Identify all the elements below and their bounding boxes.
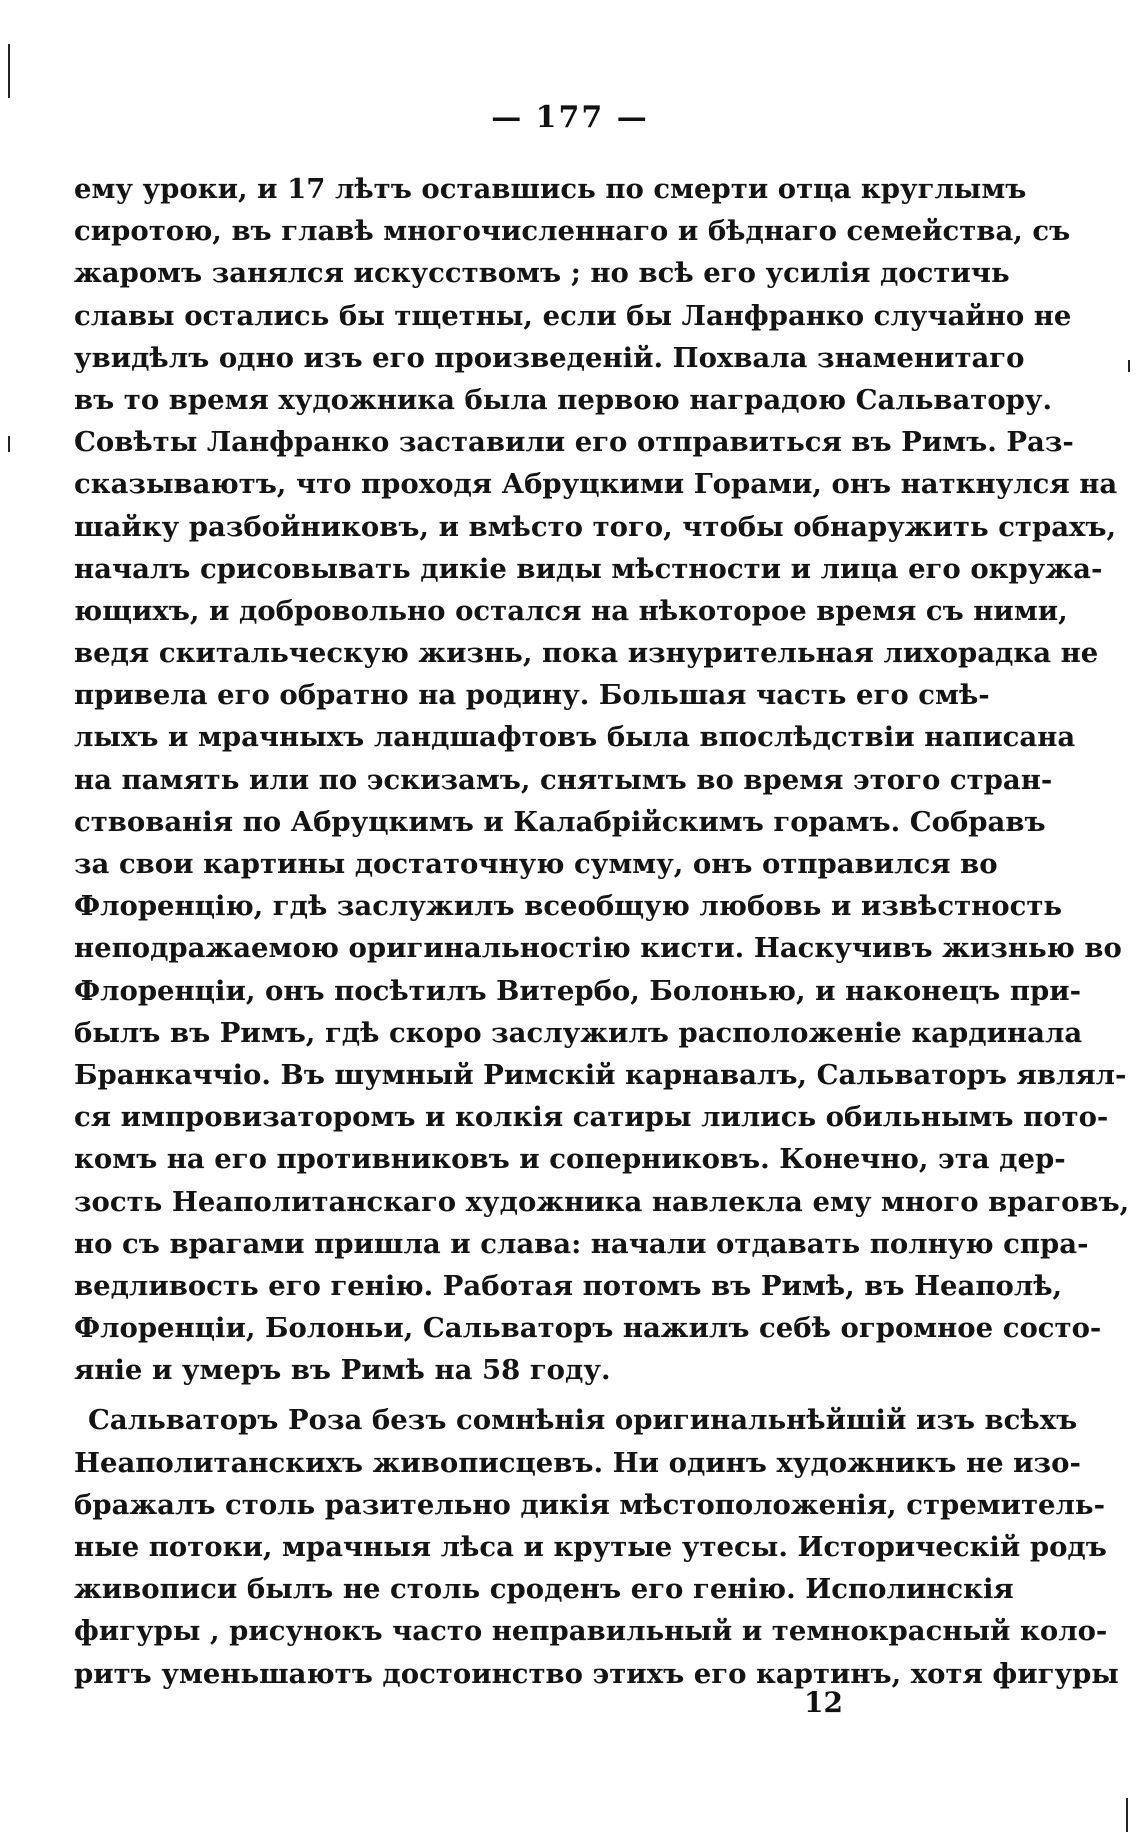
text-line: бражалъ столь разительно дикiя мѣстоположенiя, стремитель- <box>74 1488 1105 1521</box>
text-line: въ то время художника была первою наградою Сальватору. <box>74 383 1053 416</box>
text-line: фигуры , рисунокъ часто неправильный и темнокрасный коло- <box>74 1615 1108 1648</box>
text-line: ные потоки, мрачныя лѣса и крутые утесы. Историческiй родъ <box>74 1531 1107 1563</box>
scan-edge-mark-left <box>8 436 10 452</box>
text-line: ся импровизаторомъ и колкiя сатиры лились обильнымъ пото- <box>74 1101 1109 1134</box>
text-line: за свои картины достаточную сумму, онъ отправился во <box>74 848 998 880</box>
text-line: лыхъ и мрачныхъ ландшафтовъ была впослѣдствiи написана <box>74 721 1076 754</box>
text-line: Флоренцiи, Болоньи, Сальваторъ нажилъ себѣ огромное состо- <box>74 1312 1102 1345</box>
paragraph-1 <box>74 168 1130 1391</box>
text-line: янiе и умеръ въ Римѣ на 58 году. <box>74 1354 611 1387</box>
text-line: ему уроки, и 17 лѣтъ оставшись по смерти отца круглымъ <box>74 173 1027 205</box>
text-line: ведя скитальческую жизнь, пока изнурительная лихорадка не <box>74 637 1099 670</box>
text-line: шайку разбойниковъ, и вмѣсто того, чтобы обнаружить страхъ, <box>74 510 1117 543</box>
text-line: ведливость его генiю. Работая потомъ въ Римѣ, въ Неаполѣ, <box>74 1269 1063 1302</box>
body-text <box>74 168 1130 1695</box>
text-line: живописи былъ не столь сроденъ его генiю. Исполинскiя <box>74 1573 1014 1606</box>
text-line: жаромъ занялся искусствомъ ; но всѣ его усилія достичь <box>74 257 1010 290</box>
text-line: зость Неаполитанскаго художника навлекла ему много враговъ, <box>74 1185 1130 1218</box>
text-line: увидѣлъ одно изъ его произведенiй. Похвала знаменитаго <box>74 341 1025 374</box>
text-line: сиротою, въ главѣ многочисленнаго и бѣднаго семейства, съ <box>74 215 1071 248</box>
scan-edge-mark-right <box>1128 360 1130 372</box>
text-line: Флоренцiи, онъ посѣтилъ Витербо, Болонью, и наконецъ при- <box>74 974 1082 1007</box>
text-line: ритъ уменьшаютъ достоинство этихъ его картинъ, хотя фигуры <box>74 1657 1119 1690</box>
paragraph-2 <box>74 1399 1119 1694</box>
text-line: но съ врагами пришла и слава: начали отдавать полную спра- <box>74 1227 1089 1260</box>
text-line: Совѣты Ланфранко заставили его отправиться въ Римъ. Раз- <box>74 426 1074 459</box>
signature-mark: 12 <box>804 1686 843 1719</box>
page-number: — 177 — <box>491 100 649 135</box>
text-line: Неаполитанскихъ живописцевъ. Ни одинъ художникъ не изо- <box>74 1446 1081 1479</box>
text-line: привела его обратно на родину. Большая часть его смѣ- <box>74 679 990 712</box>
text-line: Сальваторъ Роза безъ сомнѣнiя оригинальнѣйшiй изъ всѣхъ <box>88 1404 1078 1437</box>
text-line: комъ на его противниковъ и соперниковъ. Конечно, эта дер- <box>74 1143 1066 1176</box>
text-line: славы остались бы тщетны, если бы Ланфранко случайно не <box>74 299 1072 332</box>
text-line: на память или по эскизамъ, снятымъ во время этого стран- <box>74 763 1053 796</box>
text-line: Флоренцiю, гдѣ заслужилъ всеобщую любовь и извѣстность <box>74 890 1063 923</box>
text-line: ствованiя по Абруцкимъ и Калабрiйскимъ горамъ. Собравъ <box>74 805 1046 838</box>
text-line: сказываютъ, что проходя Абруцкими Горами, онъ наткнулся на <box>74 468 1118 501</box>
scan-edge-mark-bottom-right <box>1126 1798 1128 1832</box>
text-line: ющихъ, и добровольно остался на нѣкоторое время съ ними, <box>74 594 1068 627</box>
text-line: началъ срисовывать дикiе виды мѣстности и лица его окружа- <box>74 552 1103 585</box>
text-line: былъ въ Римъ, гдѣ скоро заслужилъ расположенiе кардинала <box>74 1016 1083 1049</box>
paragraph-gap <box>74 1391 982 1399</box>
text-line: Бранкаччiо. Въ шумный Римскiй карнавалъ, Сальваторъ являл- <box>74 1058 1127 1091</box>
text-line: неподражаемою оригинальностiю кисти. Наскучивъ жизнью во <box>74 932 1122 965</box>
scan-edge-mark-top-left <box>8 44 10 98</box>
